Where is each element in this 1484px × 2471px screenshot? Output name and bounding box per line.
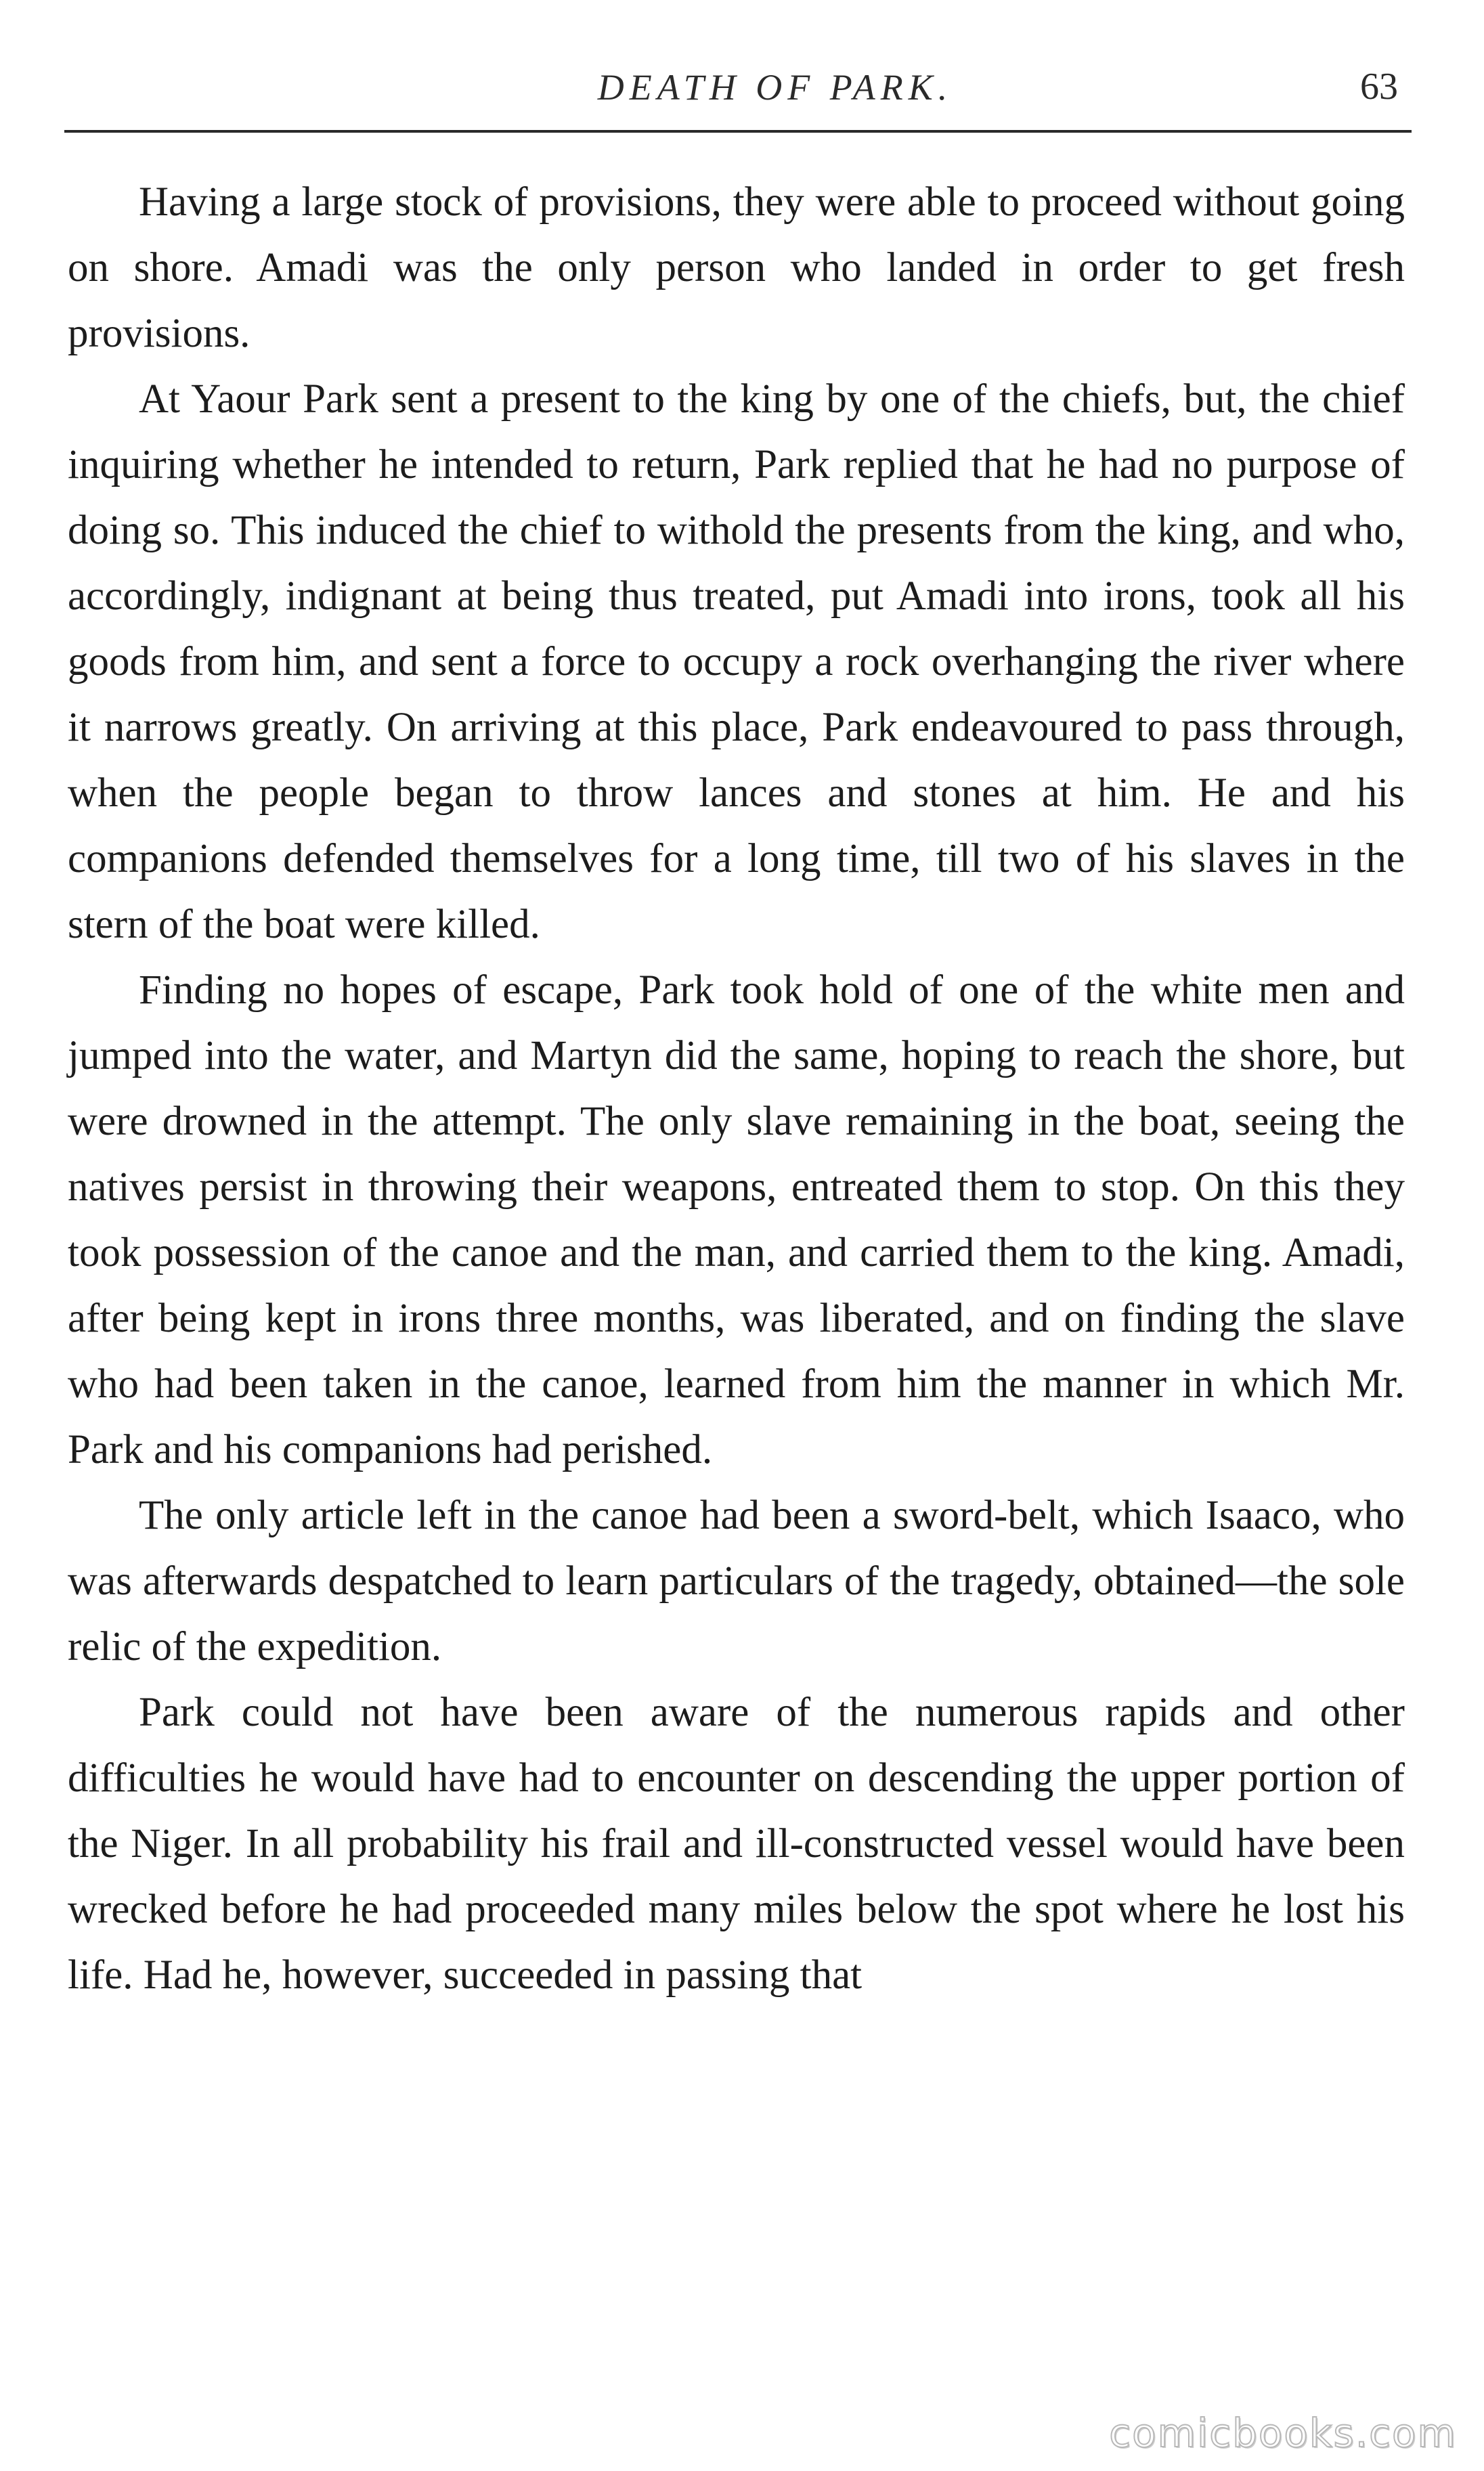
watermark: comicbooks.com: [1109, 2410, 1457, 2456]
paragraph: The only article left in the canoe had been a sword-belt, which Isaaco, who was afterwards despatched to learn particulars of the tragedy, obtained—the sole relic of the expedition.: [68, 1493, 1405, 1669]
page-header: [64, 58, 1412, 119]
page-number: 63: [1360, 66, 1398, 108]
body-text: [68, 169, 1405, 2008]
header-rule: [64, 130, 1412, 133]
running-head: DEATH OF PARK.: [597, 67, 953, 108]
paragraph: Finding no hopes of escape, Park took hold of one of the white men and jumped into the water, and Martyn did the same, hoping to reach the shore, but were drowned in the attempt. The only slave remaining in the boat, seeing the natives persist in throwing their weapons, entreated them to stop. On this they took possession of the canoe and the man, and carried them to the king. Amadi, after being kept in irons three months, was liberated, and on finding the slave who had been taken in the canoe, learned from him the manner in which Mr. Park and his companions had perished.: [68, 967, 1405, 1472]
paragraph: Having a large stock of provisions, they were able to proceed without going on shore. Amadi was the only person who landed in order to get fresh provisions.: [68, 179, 1405, 356]
paragraph: At Yaour Park sent a present to the king by one of the chiefs, but, the chief inquiring whether he intended to return, Park replied that he had no purpose of doing so. This induced the chief to withold the presents from the king, and who, accordingly, indignant at being thus treated, put Amadi into irons, took all his goods from him, and sent a force to occupy a rock overhanging the river where it narrows greatly. On arriving at this place, Park endeavoured to pass through, when the people began to throw lances and stones at him. He and his companions defended themselves for a long time, till two of his slaves in the stern of the boat were killed.: [68, 376, 1405, 947]
paragraph: Park could not have been aware of the numerous rapids and other difficulties he would have had to encounter on descending the upper portion of the Niger. In all probability his frail and ill-constructed vessel would have been wrecked before he had proceeded many miles below the spot where he lost his life. Had he, however, succeeded in passing that: [68, 1690, 1405, 1998]
